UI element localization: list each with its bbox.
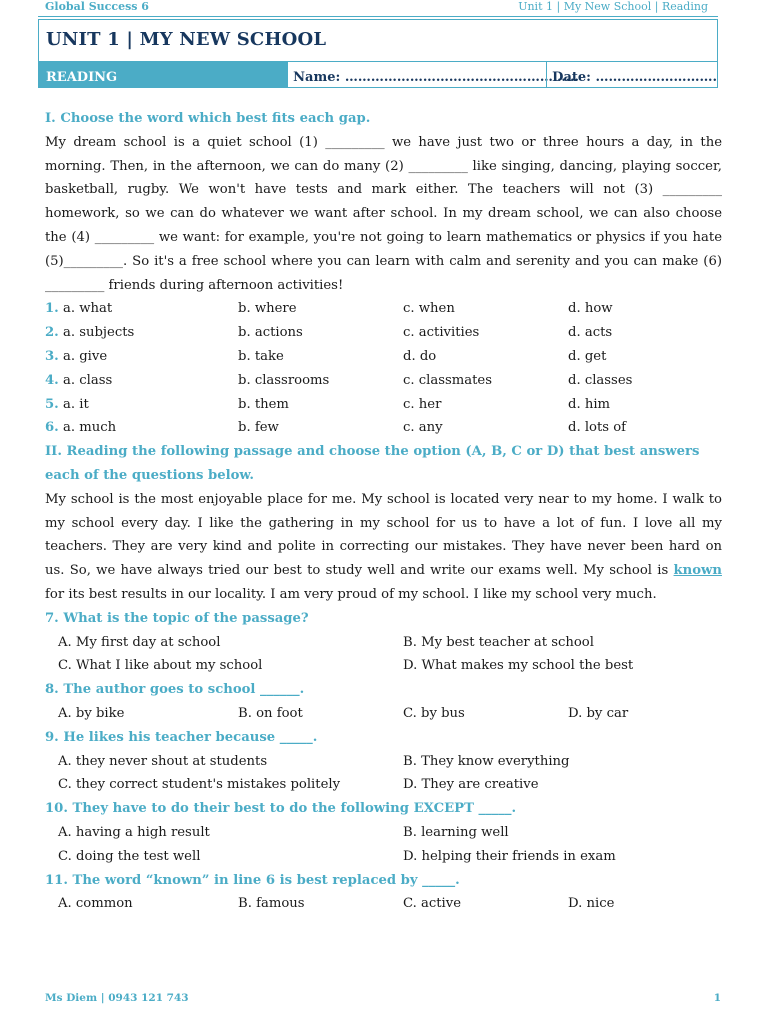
option-a[interactable]: a. give [62,348,108,364]
question-number: 4. [45,372,59,388]
question-8: 8. The author goes to school ______. [45,682,305,698]
question-number: 5. [45,396,59,412]
option-a[interactable]: A. My first day at school [58,634,221,650]
option-b[interactable]: b. classrooms [238,372,330,388]
option-c[interactable]: d. do [403,348,437,364]
keyword-known: known [673,563,722,579]
question-row [45,416,722,440]
option-d[interactable]: d. classes [568,372,633,388]
question-number: 6. [45,420,59,436]
question-row [45,393,722,417]
passage-text: My school is the most enjoyable place for me. My school is located very near to my home. I walk to my school every day. I like the gathering in my school for us to have a lot of fun. I love all my teachers. They are very kind and polite in correcting our mistakes. They have never been hard on us. So, we have always tried our best to study well and write our exams well. My school is [45,491,722,579]
option-c[interactable]: C. What I like about my school [58,658,263,674]
option-a[interactable]: A. common [58,896,133,912]
name-field[interactable]: Name: ……………………………………………… [287,62,546,88]
header-divider [38,16,718,17]
question-number: 1. [45,301,59,317]
part2-passage [45,488,722,607]
options-row [45,654,722,678]
option-d[interactable]: D. by car [568,705,629,721]
option-c[interactable]: c. any [403,420,443,436]
option-d[interactable]: d. lots of [568,420,627,436]
option-d[interactable]: d. him [568,396,611,412]
option-c[interactable]: C. by bus [403,705,465,721]
footer-contact: Ms Diem | 0943 121 743 [45,992,189,1004]
question-11: 11. The word “known” in line 6 is best replaced by _____. [45,872,460,888]
option-a[interactable]: a. subjects [62,325,135,341]
option-d[interactable]: d. acts [568,325,613,341]
option-b[interactable]: b. them [238,396,289,412]
option-b[interactable]: b. where [238,301,297,317]
option-b[interactable]: B. My best teacher at school [403,634,594,650]
question-10: 10. They have to do their best to do the following EXCEPT _____. [45,801,517,817]
options-row [45,821,722,845]
part1-heading: I. Choose the word which best fits each gap. [45,111,371,126]
title-box [38,19,718,88]
question-number: 2. [45,325,59,341]
option-b[interactable]: b. few [238,420,279,436]
option-a[interactable]: A. by bike [58,705,125,721]
options-row [45,773,722,797]
question-row [45,321,722,345]
option-d[interactable]: d. get [568,348,607,364]
part1-passage: My dream school is a quiet school (1) _________ we have just two or three hours a day, in the morning. Then, in the afternoon, we can do many (2) _________ like singing, dancing, playing soccer, basketball, rugby. We won't have tests and mark either. The teachers will not (3) _________ homework, so we can do whatever we want after school. In my dream school, we can also choose the (4) _________ we want: for example, you're not going to learn mathematics or physics if you hate (5)_________. So it's a free school where you can learn with calm and serenity and you can make (6) _________ friends during afternoon activities! [45,134,722,293]
option-b[interactable]: B. learning well [403,824,509,840]
option-d[interactable]: D. nice [568,896,615,912]
option-c[interactable]: c. when [403,301,455,317]
header-right: Unit 1 | My New School | Reading [518,0,708,13]
passage-text: for its best results in our locality. I am very proud of my school. I like my school very much. [45,586,657,602]
option-a[interactable]: a. class [62,372,113,388]
header-left: Global Success 6 [45,0,149,13]
option-d[interactable]: D. helping their friends in exam [403,848,616,864]
question-row [45,297,722,321]
options-row [45,845,722,869]
section-label: READING [39,62,287,88]
question-9: 9. He likes his teacher because _____. [45,729,318,745]
option-a[interactable]: A. having a high result [58,824,210,840]
worksheet-content [45,107,722,916]
part2-heading: II. Reading the following passage and choose the option (A, B, C or D) that best answers each of the questions below. [45,444,700,483]
options-row [45,892,722,916]
option-a[interactable]: a. what [62,301,113,317]
page-number: 1 [713,992,721,1004]
option-c[interactable]: c. her [403,396,442,412]
option-b[interactable]: b. take [238,348,284,364]
option-c[interactable]: c. activities [403,325,480,341]
option-c[interactable]: C. doing the test well [58,848,201,864]
option-b[interactable]: B. on foot [238,705,303,721]
option-c[interactable]: c. classmates [403,372,493,388]
option-a[interactable]: a. it [62,396,89,412]
options-row [45,631,722,655]
option-c[interactable]: C. active [403,896,462,912]
question-row [45,369,722,393]
title-info-row [39,61,717,88]
question-row [45,345,722,369]
option-a[interactable]: A. they never shout at students [58,753,268,769]
option-d[interactable]: D. They are creative [403,777,539,793]
option-d[interactable]: d. how [568,301,613,317]
date-field[interactable]: Date: ………………………. [546,62,717,88]
question-7: 7. What is the topic of the passage? [45,610,309,626]
option-a[interactable]: a. much [62,420,117,436]
options-row [45,702,722,726]
options-row [45,750,722,774]
option-b[interactable]: B. famous [238,896,305,912]
page-title: UNIT 1 | MY NEW SCHOOL [46,29,327,50]
option-d[interactable]: D. What makes my school the best [403,658,634,674]
option-b[interactable]: b. actions [238,325,303,341]
question-number: 3. [45,348,59,364]
option-c[interactable]: C. they correct student's mistakes politely [58,777,341,793]
option-b[interactable]: B. They know everything [403,753,570,769]
